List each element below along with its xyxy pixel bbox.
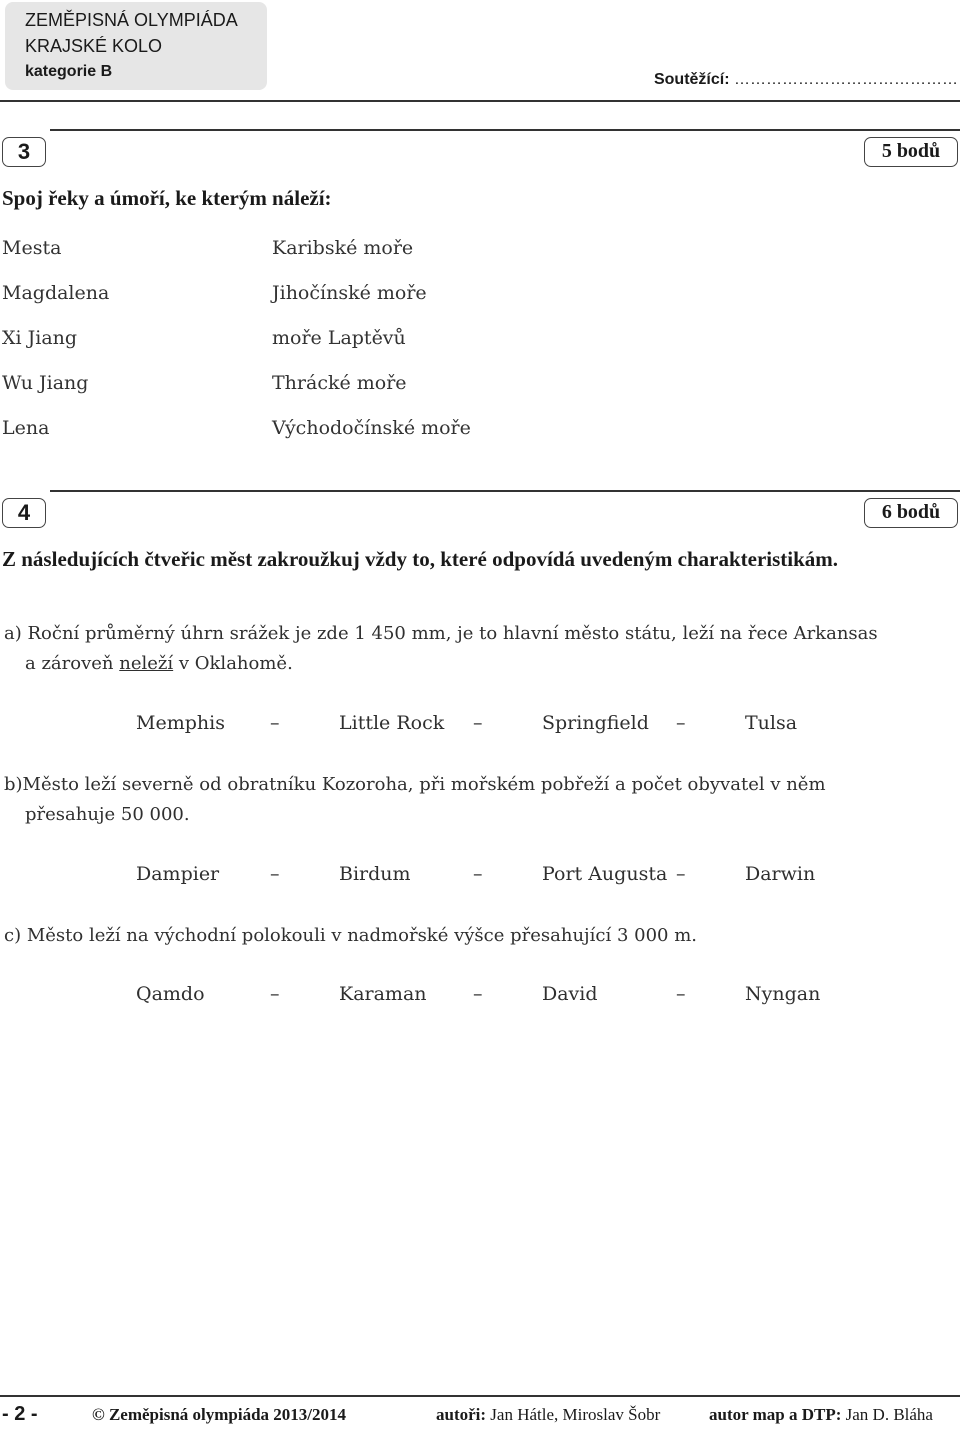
q4-points: 6 bodů — [864, 498, 958, 528]
dtp-name: Jan D. Bláha — [841, 1405, 933, 1424]
competitor-dots: …………………………………… — [734, 71, 958, 88]
copyright: © Zeměpisná olympiáda 2013/2014 — [92, 1405, 347, 1424]
dtp-author — [709, 1405, 933, 1425]
q4a-line2-pre: a zároveň — [25, 653, 120, 674]
page-number: - 2 - — [2, 1403, 38, 1425]
sea-item[interactable]: moře Laptěvů — [272, 327, 406, 349]
q4a-line2-underlined: neleží — [119, 653, 174, 674]
river-item[interactable]: Mesta — [2, 237, 62, 259]
q4-number: 4 — [2, 498, 46, 528]
q3-number: 3 — [2, 137, 46, 167]
q4c-option[interactable]: David — [542, 983, 598, 1005]
river-item[interactable]: Xi Jiang — [2, 327, 78, 349]
footer-rule — [0, 1395, 960, 1397]
option-dash: – — [473, 712, 483, 734]
q4b-option[interactable]: Darwin — [745, 863, 816, 885]
option-dash: – — [270, 712, 280, 734]
option-dash: – — [473, 863, 483, 885]
authors-label: autoři: — [436, 1405, 487, 1424]
option-dash: – — [473, 983, 483, 1005]
dtp-label: autor map a DTP: — [709, 1405, 842, 1424]
q4a-line1: a) Roční průměrný úhrn srážek je zde 1 450 mm, je to hlavní město státu, leží na řece Arkansas — [4, 623, 878, 644]
q4b-text — [4, 770, 826, 830]
q4c-option[interactable]: Karaman — [339, 983, 427, 1005]
q3-title: Spoj řeky a úmoří, ke kterým náleží: — [2, 186, 332, 210]
sea-item[interactable]: Jihočínské moře — [272, 282, 427, 304]
category-label: kategorie B — [25, 63, 113, 80]
q4a-option[interactable]: Tulsa — [745, 712, 798, 734]
option-dash: – — [270, 863, 280, 885]
q3-points: 5 bodů — [864, 137, 958, 167]
q4b-option[interactable]: Port Augusta — [542, 863, 668, 885]
sea-item[interactable]: Thrácké moře — [272, 372, 407, 394]
q4a-option[interactable]: Springfield — [542, 712, 649, 734]
q4a-option[interactable]: Memphis — [136, 712, 225, 734]
header-rule — [0, 100, 960, 102]
option-dash: – — [676, 712, 686, 734]
q4a-line2 — [4, 649, 878, 679]
q4c-option[interactable]: Nyngan — [745, 983, 821, 1005]
option-dash: – — [676, 983, 686, 1005]
option-dash: – — [676, 863, 686, 885]
q4b-line1: b)Město leží severně od obratníku Kozoroha, při mořském pobřeží a počet obyvatel v něm — [4, 774, 826, 795]
authors — [436, 1405, 660, 1425]
option-dash: – — [270, 983, 280, 1005]
competitor-label: Soutěžící: — [653, 71, 730, 88]
river-item[interactable]: Lena — [2, 417, 50, 439]
q4c-line1: c) Město leží na východní polokouli v nadmořské výšce přesahující 3 000 m. — [4, 925, 697, 946]
q4b-option[interactable]: Birdum — [339, 863, 411, 885]
q4a-text — [4, 619, 878, 679]
q4-title: Z následujících čtveřic měst zakroužkuj vždy to, které odpovídá uvedeným charakteristikám. — [2, 547, 839, 571]
q4b-line2: přesahuje 50 000. — [25, 804, 190, 825]
q4b-option[interactable]: Dampier — [136, 863, 220, 885]
competitor-field[interactable] — [654, 71, 958, 89]
sea-item[interactable]: Východočínské moře — [272, 417, 471, 439]
q4a-line2-post: v Oklahomě. — [173, 653, 293, 674]
q4-rule — [50, 490, 960, 492]
river-item[interactable]: Magdalena — [2, 282, 110, 304]
olympiad-title: ZEMĚPISNÁ OLYMPIÁDA — [25, 10, 238, 30]
sea-item[interactable]: Karibské moře — [272, 237, 414, 259]
authors-names: Jan Hátle, Miroslav Šobr — [486, 1405, 661, 1424]
q4a-option[interactable]: Little Rock — [339, 712, 445, 734]
river-item[interactable]: Wu Jiang — [2, 372, 89, 394]
q3-rule — [50, 129, 960, 131]
q4c-text — [4, 921, 697, 951]
round-title: KRAJSKÉ KOLO — [25, 36, 163, 56]
q4c-option[interactable]: Qamdo — [136, 983, 205, 1005]
